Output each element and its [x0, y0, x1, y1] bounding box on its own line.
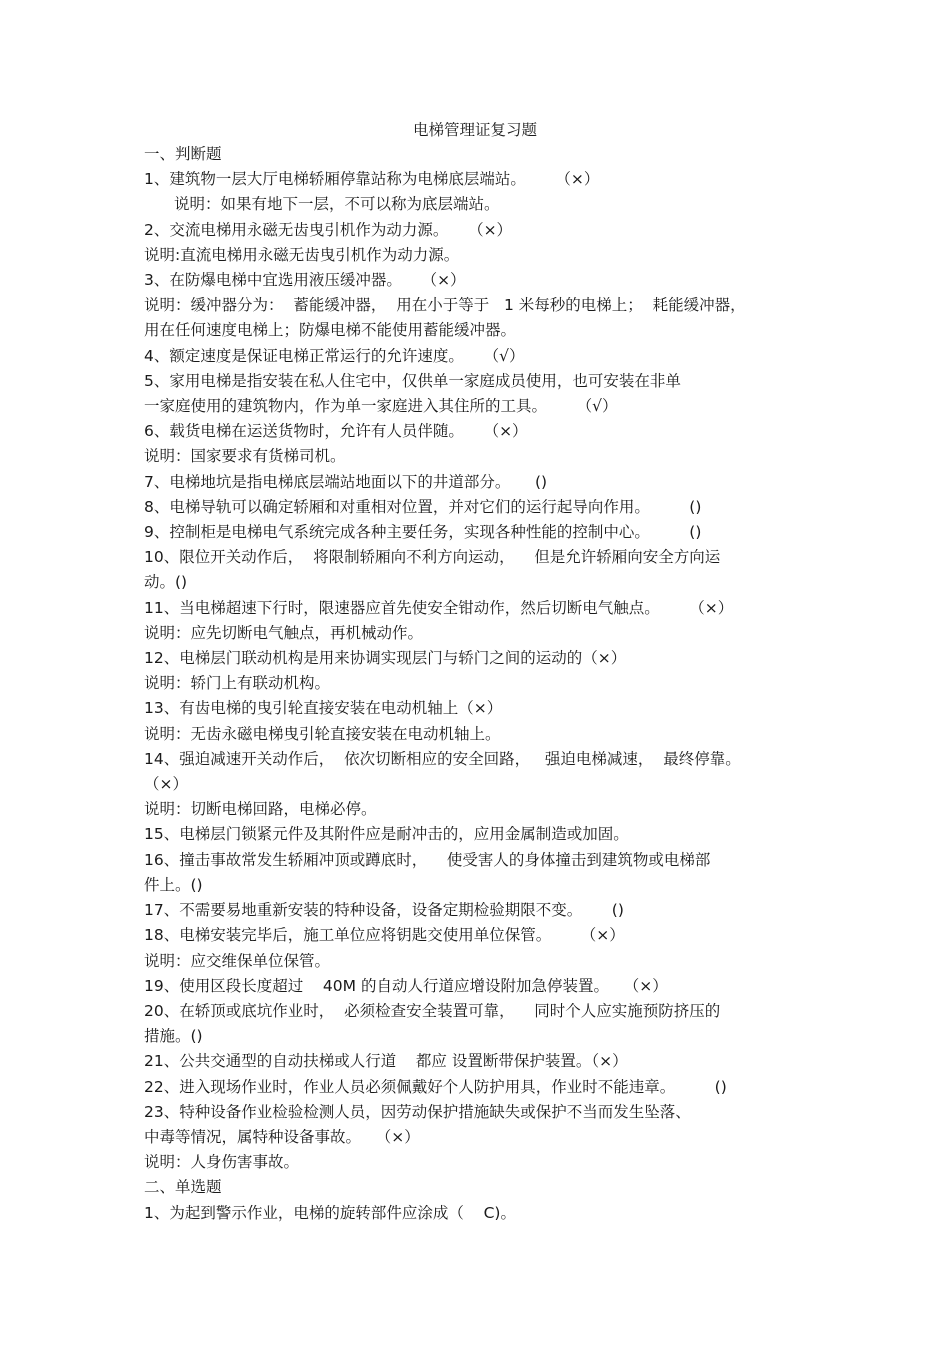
question-line: 21、公共交通型的自动扶梯或人行道 都应 设置断带保护装置。（×） [144, 1052, 628, 1071]
question-line: 20、在轿顶或底坑作业时， 必须检查安全装置可靠， 同时个人应实施预防挤压的 [144, 1001, 721, 1020]
explanation-line: 说明：缓冲器分为： 蓄能缓冲器， 用在小于等于 1 米每秒的电梯上； 耗能缓冲器， [144, 296, 746, 315]
question-line: 16、撞击事故常发生轿厢冲顶或蹲底时， 使受害人的身体撞击到建筑物或电梯部 [144, 850, 711, 869]
explanation-line: 说明：人身伤害事故。 [144, 1153, 300, 1172]
question-line: 1、建筑物一层大厅电梯轿厢停靠站称为电梯底层端站。 （×） [144, 170, 600, 189]
explanation-line: 说明：如果有地下一层，不可以称为底层端站。 [174, 195, 500, 214]
question-line: 2、交流电梯用永磁无齿曳引机作为动力源。 （×） [144, 220, 513, 239]
question-line: 1、为起到警示作业，电梯的旋转部件应涂成（ C)。 [144, 1203, 516, 1222]
question-line: 6、载货电梯在运送货物时，允许有人员伴随。 （×） [144, 422, 528, 441]
section-heading: 二、单选题 [144, 1178, 222, 1197]
question-line: 5、家用电梯是指安装在私人住宅中，仅供单一家庭成员使用，也可安装在非单 [144, 371, 681, 390]
explanation-line: 说明：应交维保单位保管。 [144, 951, 331, 970]
document-title: 电梯管理证复习题 [412, 121, 537, 139]
explanation-line: 说明：切断电梯回路，电梯必停。 [144, 800, 377, 819]
explanation-line: 说明：应先切断电气触点，再机械动作。 [144, 623, 424, 642]
question-line: 一家庭使用的建筑物内，作为单一家庭进入其住所的工具。 （√） [144, 397, 618, 416]
document-body [144, 142, 824, 1226]
explanation-line: 说明：无齿永磁电梯曳引轮直接安装在电动机轴上。 [144, 724, 501, 743]
question-line: 17、不需要易地重新安装的特种设备，设备定期检验期限不变。 () [144, 901, 624, 920]
section-heading: 一、判断题 [144, 145, 222, 163]
question-line: 8、电梯导轨可以确定轿厢和对重相对位置，并对它们的运行起导向作用。 () [144, 497, 702, 516]
question-line: 7、电梯地坑是指电梯底层端站地面以下的井道部分。 () [144, 472, 548, 491]
explanation-line: 说明：国家要求有货梯司机。 [144, 447, 346, 466]
question-line: 12、电梯层门联动机构是用来协调实现层门与轿门之间的运动的（×） [144, 649, 627, 668]
question-line: 4、额定速度是保证电梯正常运行的允许速度。 （√） [144, 346, 525, 365]
question-line: 3、在防爆电梯中宜选用液压缓冲器。 （×） [144, 271, 466, 290]
question-line: 件上。() [144, 875, 203, 894]
question-line: 22、进入现场作业时，作业人员必须佩戴好个人防护用具，作业时不能违章。 () [144, 1077, 727, 1096]
question-line: 9、控制柜是电梯电气系统完成各种主要任务，实现各种性能的控制中心。 () [144, 523, 702, 542]
question-line: 13、有齿电梯的曳引轮直接安装在电动机轴上（×） [144, 699, 503, 718]
question-line: 中毒等情况，属特种设备事故。 （×） [144, 1127, 420, 1146]
question-line: 动。() [144, 573, 188, 592]
explanation-line: 说明：轿门上有联动机构。 [144, 674, 331, 693]
question-line: 19、使用区段长度超过 40M 的自动人行道应增设附加急停装置。 （×） [144, 976, 668, 995]
question-line: 14、强迫减速开关动作后， 依次切断相应的安全回路， 强迫电梯减速， 最终停靠。 [144, 749, 741, 768]
question-line: 10、限位开关动作后， 将限制轿厢向不利方向运动， 但是允许轿厢向安全方向运 [144, 548, 721, 567]
question-line: （×） [144, 775, 188, 794]
question-line: 18、电梯安装完毕后，施工单位应将钥匙交使用单位保管。 （×） [144, 926, 625, 945]
question-line: 11、当电梯超速下行时，限速器应首先使安全钳动作，然后切断电气触点。 （×） [144, 598, 734, 617]
explanation-line: 用在任何速度电梯上；防爆电梯不能使用蓄能缓冲器。 [144, 321, 517, 340]
question-line: 15、电梯层门锁紧元件及其附件应是耐冲击的，应用金属制造或加固。 [144, 825, 629, 844]
question-line: 23、特种设备作业检验检测人员，因劳动保护措施缺失或保护不当而发生坠落、 [144, 1102, 691, 1121]
question-line: 措施。() [144, 1027, 203, 1046]
explanation-line: 说明:直流电梯用永磁无齿曳引机作为动力源。 [144, 245, 460, 264]
